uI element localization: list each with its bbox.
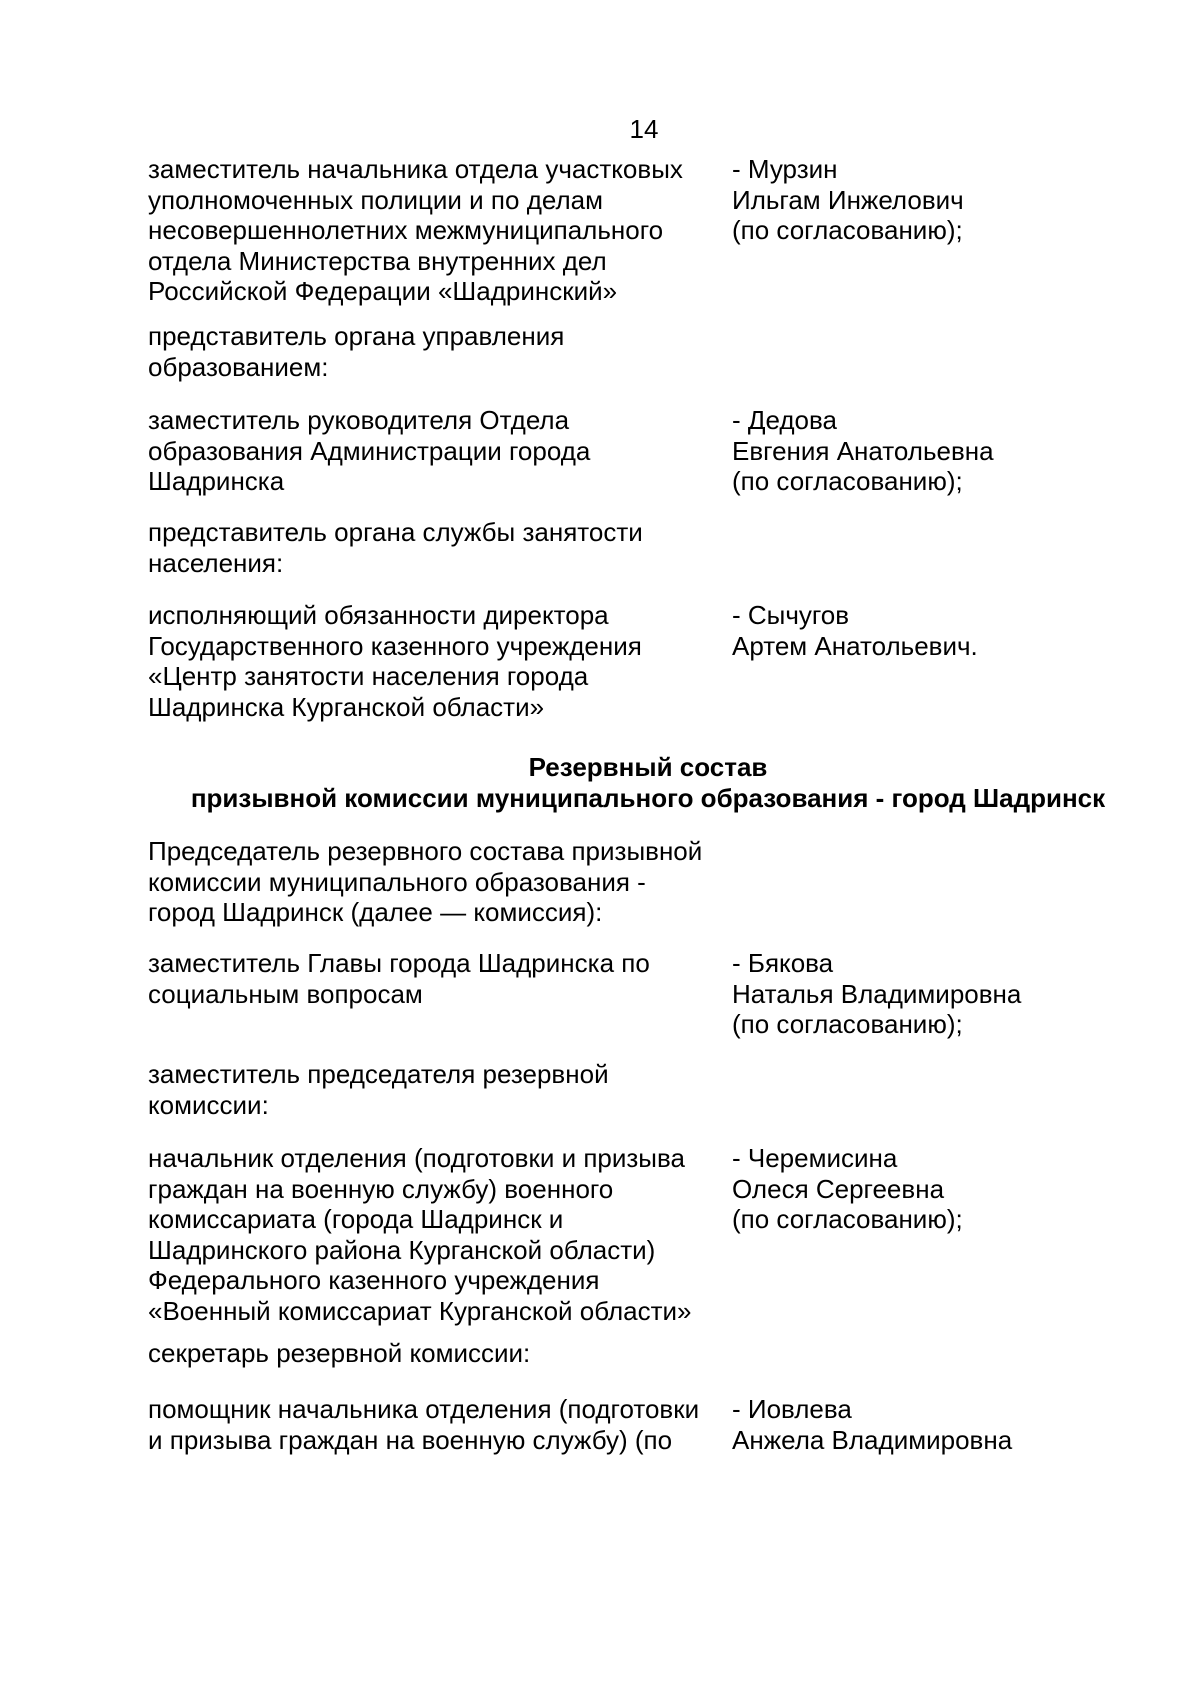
- member-position: заместитель руководителя Отдела образования Администрации города Шадринска: [148, 405, 591, 496]
- member-name: - Черемисина Олеся Сергеевна (по согласованию);: [732, 1143, 963, 1234]
- member-position: исполняющий обязанности директора Государственного казенного учреждения «Центр занятости населения города Шадринска Курганской области»: [148, 600, 642, 722]
- member-position: заместитель начальника отдела участковых уполномоченных полиции и по делам несовершеннолетних межмуниципального отдела Министерства внутренних дел Российской Федерации «Шадринский»: [148, 154, 683, 306]
- role-label: секретарь резервной комиссии:: [148, 1338, 531, 1368]
- member-name: - Мурзин Ильгам Инжелович (по согласованию);: [732, 154, 964, 245]
- role-label: заместитель председателя резервной комиссии:: [148, 1059, 609, 1120]
- role-label: представитель органа службы занятости населения:: [148, 517, 643, 578]
- member-name: - Бякова Наталья Владимировна (по согласованию);: [732, 948, 1022, 1039]
- member-position: помощник начальника отделения (подготовки и призыва граждан на военную службу) (по: [148, 1394, 700, 1455]
- member-position: заместитель Главы города Шадринска по социальным вопросам: [148, 948, 650, 1009]
- role-label: представитель органа управления образованием:: [148, 321, 565, 382]
- section-heading: Резервный состав призывной комиссии муниципального образования - город Шадринск: [190, 752, 1106, 813]
- member-position: начальник отделения (подготовки и призыва граждан на военную службу) военного комиссариата (города Шадринск и Шадринского района Курганской области) Федерального казенного учреждения «Военный комиссариат Курганской области»: [148, 1143, 692, 1326]
- role-label: Председатель резервного состава призывной комиссии муниципального образования - город Шадринск (далее — комиссия):: [148, 836, 703, 927]
- member-name: - Дедова Евгения Анатольевна (по согласованию);: [732, 405, 994, 496]
- member-name: - Иовлева Анжела Владимировна: [732, 1394, 1013, 1455]
- member-name: - Сычугов Артем Анатольевич.: [732, 600, 978, 661]
- page-number: 14: [629, 114, 659, 144]
